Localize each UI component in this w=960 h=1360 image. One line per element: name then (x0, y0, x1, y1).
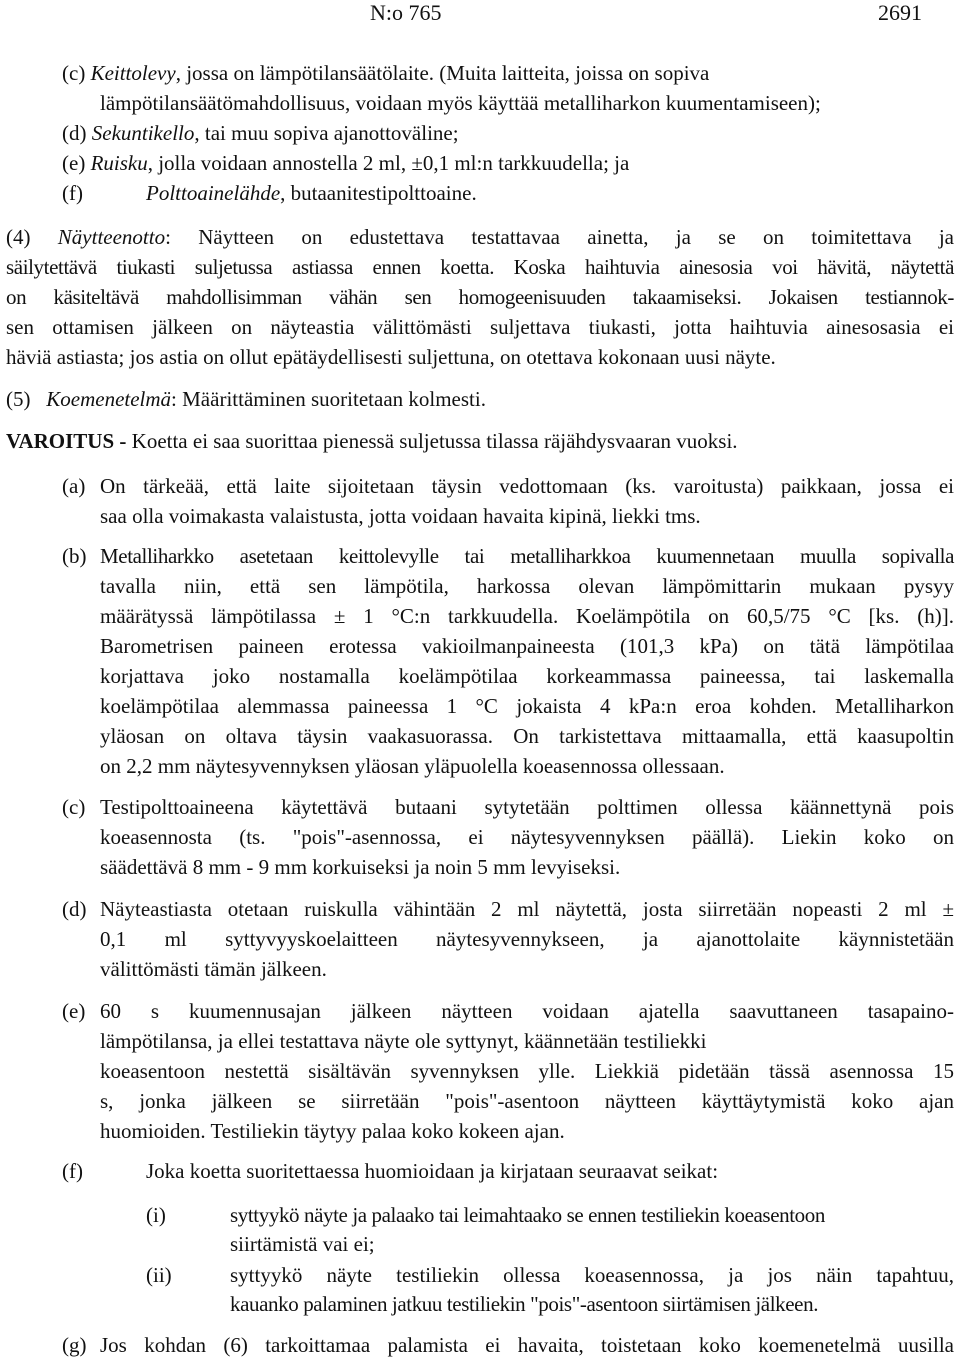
list-item (62, 60, 709, 86)
item-text: , jolla voidaan annostella 2 ml, ±0,1 ml:n tarkkuudella; ja (147, 151, 630, 175)
section-title: Näytteenotto (57, 225, 166, 249)
warning-label: VAROITUS - (6, 429, 127, 453)
step-c-label: (c) (62, 795, 86, 819)
step-b-line: Metalliharkko asetetaan keittolevylle tai metalliharkkoa kuumennetaan muulla sopivalla (100, 544, 954, 568)
item-term: Ruisku (90, 151, 148, 175)
item-continuation: lämpötilansäätömahdollisuus, voidaan myös käyttää metalliharkon kuumentamiseen); (100, 91, 821, 115)
section-number: (5) (6, 387, 31, 411)
item-text: , butaanitestipolttoaine. (280, 181, 477, 205)
step-b-line: tavalla niin, että sen lämpötila, harkossa olevan lämpömittarin mukaan pysyy (100, 574, 954, 598)
list-item (62, 120, 459, 146)
item-term: Sekuntikello (91, 121, 195, 145)
step-b-label: (b) (62, 544, 87, 568)
step-e-line: 60 s kuumennusajan jälkeen näytteen voidaan ajatella saavuttaneen tasapaino- (100, 999, 954, 1023)
page-number: 2691 (878, 0, 922, 25)
step-d-line: Näyteastiasta otetaan ruiskulla vähintään 2 ml näytettä, josta siirretään nopeasti 2 ml ± (100, 897, 954, 921)
item-term: Keittolevy (90, 61, 176, 85)
step-c-line: koeasennosta (ts. "pois"-asennossa, ei näytesyvennyksen päällä). Liekin koko on (100, 825, 954, 849)
step-g-line: Jos kohdan (6) tarkoittamaa palamista ei havaita, toistetaan koko koemenetelmä uusilla (100, 1333, 954, 1357)
step-e-line: s, jonka jälkeen se siirretään "pois"-asentoon näytteen käyttäytymistä koko ajan (100, 1089, 954, 1113)
warning-line (6, 428, 738, 454)
step-f-intro: Joka koetta suoritettaessa huomioidaan ja kirjataan seuraavat seikat: (146, 1159, 719, 1183)
substep-i-label: (i) (146, 1203, 166, 1227)
step-d-label: (d) (62, 897, 87, 921)
step-a-line: On tärkeää, että laite sijoitetaan täysin vedottomaan (ks. varoitusta) paikkaan, jossa ei (100, 474, 954, 498)
item-label: (c) (62, 61, 86, 85)
list-item (62, 150, 629, 176)
step-d-line: välittömästi tämän jälkeen. (100, 957, 327, 981)
substep-ii-line: kauanko palaminen jatkuu testiliekin "pois"-asentoon siirtämisen jälkeen. (230, 1292, 819, 1316)
step-c-line: Testipolttoaineena käytettävä butaani sytytetään polttimen ollessa käännettynä pois (100, 795, 954, 819)
step-e-line: koeasentoon nestettä sisältävän syvennyksen ylle. Liekkiä pidetään tässä asennossa 15 (100, 1059, 954, 1083)
step-e-line: lämpötilansa, ja ellei testattava näyte ole syttynyt, käännetään testiliekki (100, 1029, 707, 1053)
item-label: (d) (62, 121, 87, 145)
item-label: (f) (62, 181, 83, 205)
step-f-label: (f) (62, 1159, 83, 1183)
section-4-heading-line (6, 224, 954, 250)
step-b-line: Barometrisen paineen erotessa vakioilmanpaineesta (101,3 kPa) on tätä lämpötilaa (100, 634, 954, 658)
substep-i-line: syttyykö näyte ja palaako tai leimahtaako se ennen testiliekin koeasentoon (230, 1203, 825, 1227)
section-text: : Näytteen on edustettava testattavaa ainetta, ja se on toimitettava ja (165, 225, 955, 249)
step-b-line: on 2,2 mm näytesyvennyksen yläosan yläpuolella koeasennossa ollessaan. (100, 754, 725, 778)
step-d-line: 0,1 ml syttyvyyskoelaitteen näytesyvennykseen, ja ajanottolaite käynnistetään (100, 927, 954, 951)
step-c-line: säädettävä 8 mm - 9 mm korkuiseksi ja noin 5 mm levyiseksi. (100, 855, 621, 879)
section-4-line: säilytettävä tiukasti suljetussa astiassa ennen koetta. Koska haihtuvia ainesosia voi hävitä, näytettä (6, 255, 954, 279)
step-a-line: saa olla voimakasta valaistusta, jotta voidaan havaita kipinä, liekki tms. (100, 504, 701, 528)
step-g-label: (g) (62, 1333, 87, 1357)
item-text: , jossa on lämpötilansäätölaite. (Muita laitteita, joissa on sopiva (175, 61, 710, 85)
substep-ii-label: (ii) (146, 1263, 172, 1287)
section-4-line: on käsiteltävä mahdollisimman vähän sen homogeenisuuden takaamiseksi. Jokaisen testiannok- (6, 285, 954, 309)
step-b-line: yläosan on oltava täysin vaakasuorassa. On tarkistettava mittaamalla, että kaasupoltin (100, 724, 954, 748)
step-b-line: korjattava joko nostamalla koelämpötilaa korkeammassa paineessa, tai laskemalla (100, 664, 954, 688)
item-text: , tai muu sopiva ajanottoväline; (194, 121, 459, 145)
item-label: (e) (62, 151, 86, 175)
substep-ii-line: syttyykö näyte testiliekin ollessa koeasennossa, ja jos näin tapahtuu, (230, 1263, 954, 1287)
section-text: : Määrittäminen suoritetaan kolmesti. (171, 387, 486, 411)
step-e-line: huomioiden. Testiliekin täytyy palaa koko kokeen ajan. (100, 1119, 565, 1143)
warning-text: Koetta ei saa suorittaa pienessä suljetussa tilassa räjähdysvaaran vuoksi. (126, 429, 738, 453)
step-e-label: (e) (62, 999, 86, 1023)
step-a-label: (a) (62, 474, 86, 498)
section-5-line (6, 386, 486, 412)
substep-i-line: siirtämistä vai ei; (230, 1232, 375, 1256)
section-4-line: häviä astiasta; jos astia on ollut epätäydellisesti suljettuna, on otettava kokonaan uusi näyte. (6, 345, 776, 369)
section-title: Koemenetelmä (46, 387, 172, 411)
section-number: (4) (6, 225, 31, 249)
list-item (62, 180, 477, 206)
step-b-line: määrätyssä lämpötilassa ± 1 °C:n tarkkuudella. Koelämpötila on 60,5/75 °C [ks. (h)]. (100, 604, 954, 628)
section-4-line: sen ottamisen jälkeen on näyteastia välittömästi suljettava tiukasti, jotta haihtuvia ainesosasia ei (6, 315, 954, 339)
step-b-line: koelämpötilaa alemmassa paineessa 1 °C jokaista 4 kPa:n eroa kohden. Metalliharkon (100, 694, 954, 718)
issue-number: N:o 765 (370, 0, 442, 25)
item-term: Polttoainelähde (146, 181, 281, 205)
